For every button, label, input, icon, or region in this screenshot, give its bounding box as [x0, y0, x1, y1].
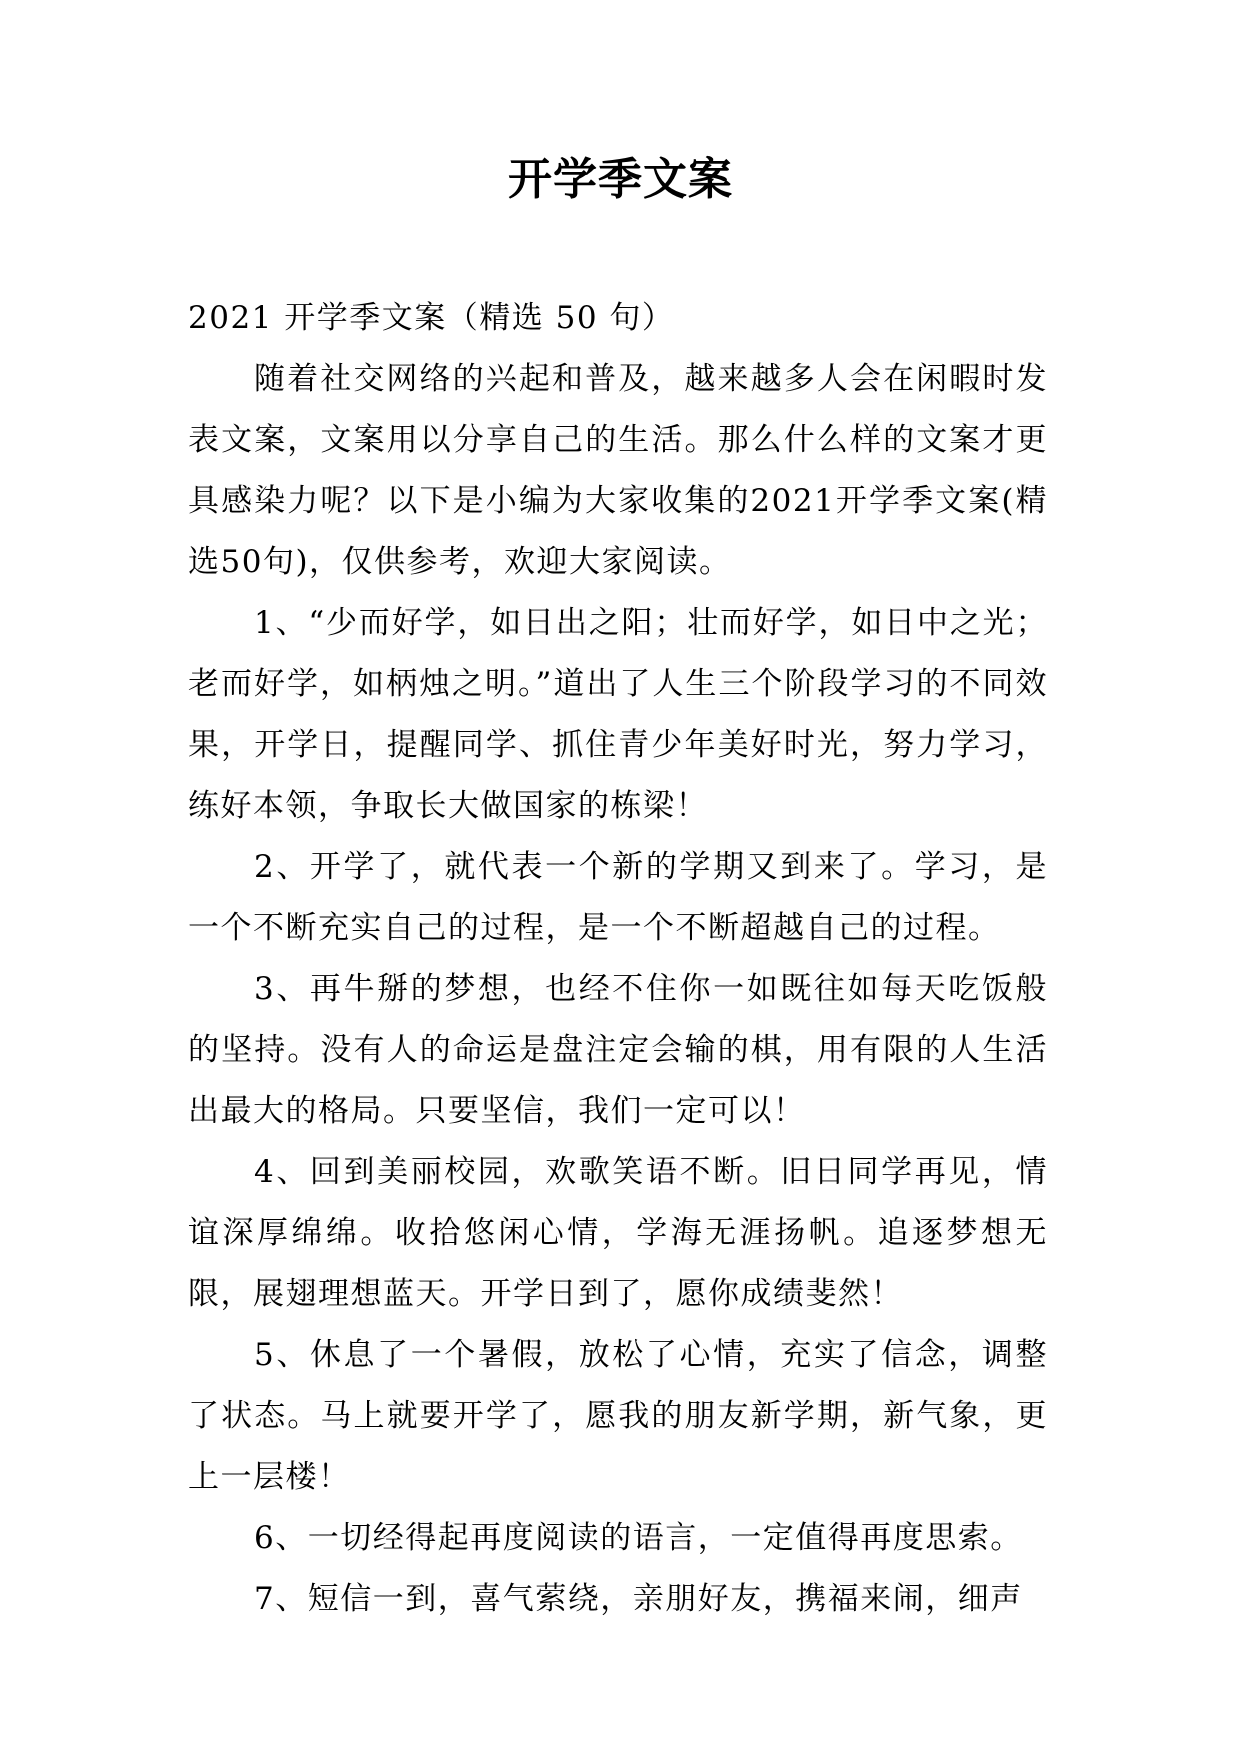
paragraph-item-3: 3、再牛掰的梦想，也经不住你一如既往如每天吃饭般的坚持。没有人的命运是盘注定会输的棋，用有限的人生活出最大的格局。只要坚信，我们一定可以！ — [188, 971, 1048, 1129]
document-body — [188, 288, 1048, 1630]
paragraph-item-1: 1、“少而好学，如日出之阳；壮而好学，如日中之光；老而好学，如柄烛之明。”道出了人生三个阶段学习的不同效果，开学日，提醒同学、抓住青少年美好时光，努力学习，练好本领，争取长大做国家的栋梁！ — [188, 605, 1048, 824]
paragraph-intro: 随着社交网络的兴起和普及，越来越多人会在闲暇时发表文案，文案用以分享自己的生活。那么什么样的文案才更具感染力呢？以下是小编为大家收集的2021开学季文案(精选50句)，仅供参考，欢迎大家阅读。 — [188, 361, 1048, 580]
document-subtitle: 2021 开学季文案（精选 50 句） — [188, 300, 675, 336]
paragraph-item-5: 5、休息了一个暑假，放松了心情，充实了信念，调整了状态。马上就要开学了，愿我的朋友新学期，新气象，更上一层楼！ — [188, 1337, 1048, 1495]
paragraph-item-6: 6、一切经得起再度阅读的语言，一定值得再度思索。 — [254, 1520, 1023, 1556]
document-title: 开学季文案 — [508, 154, 733, 205]
paragraph-item-4: 4、回到美丽校园，欢歌笑语不断。旧日同学再见，情谊深厚绵绵。收拾悠闲心情，学海无涯扬帆。追逐梦想无限，展翅理想蓝天。开学日到了，愿你成绩斐然！ — [188, 1154, 1048, 1312]
paragraph-item-7: 7、短信一到，喜气萦绕，亲朋好友，携福来闹，细声 — [254, 1581, 1023, 1617]
paragraph-item-2: 2、开学了，就代表一个新的学期又到来了。学习，是一个不断充实自己的过程，是一个不断超越自己的过程。 — [188, 849, 1048, 946]
